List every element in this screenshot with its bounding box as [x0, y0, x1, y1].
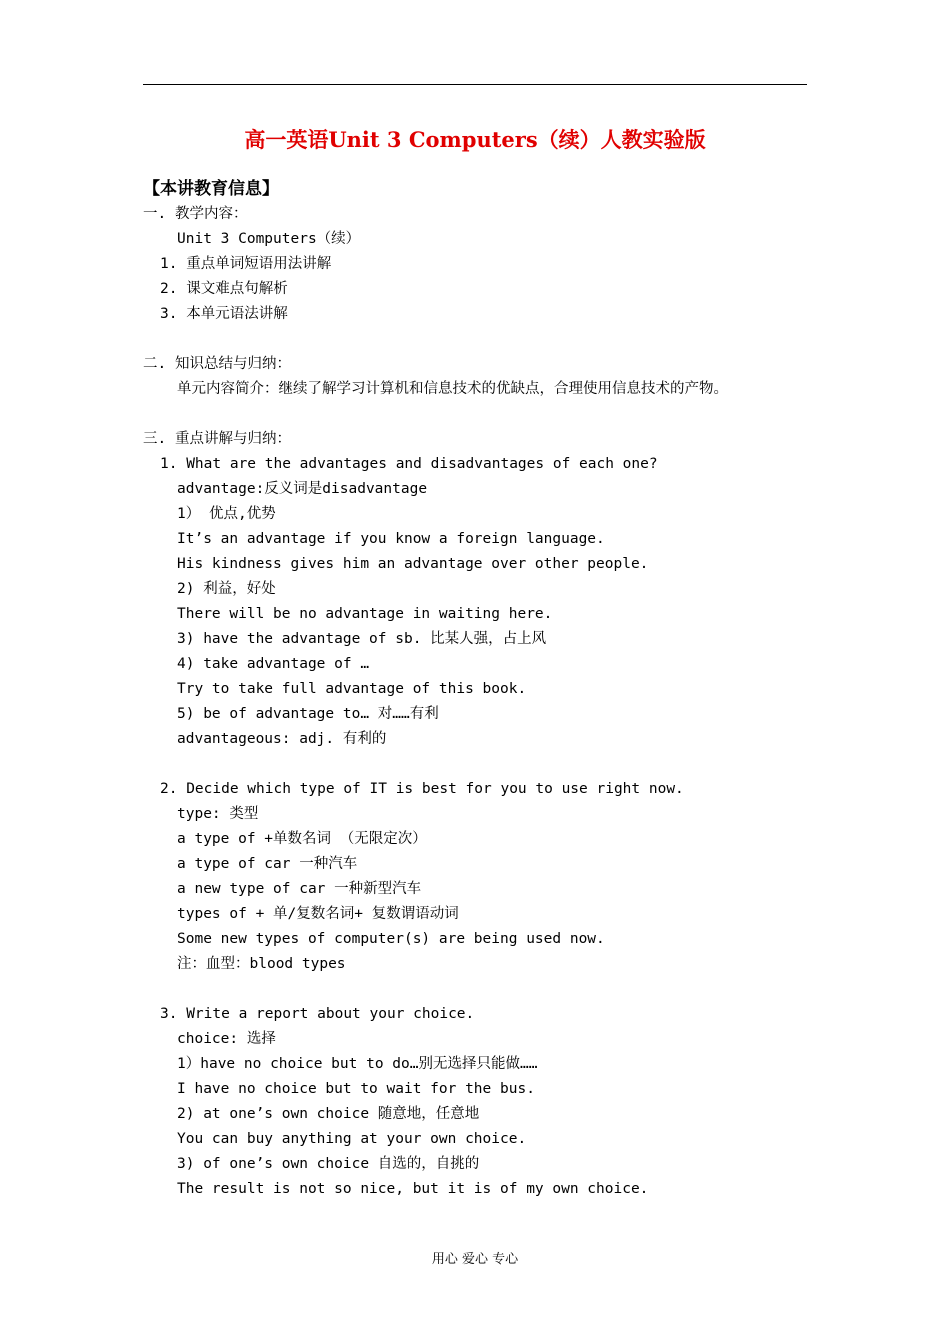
text-line: 1）have no choice but to do…别无选择只能做……	[177, 1056, 538, 1072]
blank-line	[143, 752, 843, 777]
text-line: Unit 3 Computers（续）	[177, 231, 361, 247]
text-line: choice: 选择	[177, 1031, 276, 1047]
text-line: a type of car 一种汽车	[177, 856, 358, 872]
text-line: 1） 优点,优势	[177, 506, 276, 522]
text-line: You can buy anything at your own choice.	[177, 1131, 527, 1147]
text-line: 单元内容简介：继续了解学习计算机和信息技术的优缺点，合理使用信息技术的产物。	[177, 381, 728, 397]
text-line: I have no choice but to wait for the bus.	[177, 1081, 535, 1097]
blank-line	[143, 977, 843, 1002]
text-line: 三. 重点讲解与归纳：	[143, 431, 291, 447]
text-line: 1. What are the advantages and disadvantages of each one?	[160, 456, 658, 472]
text-line: a type of +单数名词 （无限定次）	[177, 831, 427, 847]
text-line: Some new types of computer(s) are being used now.	[177, 931, 605, 947]
text-line: 3) of one’s own choice 自选的，自挑的	[177, 1156, 480, 1172]
document-title: 高一英语Unit 3 Computers（续）人教实验版	[244, 127, 706, 152]
text-line: Try to take full advantage of this book.	[177, 681, 527, 697]
text-line: types of + 单/复数名词+ 复数谓语动词	[177, 906, 459, 922]
text-line: 5) be of advantage to… 对……有利	[177, 706, 439, 722]
text-line: 3) have the advantage of sb. 比某人强，占上风	[177, 631, 547, 647]
section-header: 【本讲教育信息】	[143, 179, 279, 199]
text-line: advantageous: adj. 有利的	[177, 731, 387, 747]
text-line: 2. Decide which type of IT is best for you to use right now.	[160, 781, 684, 797]
text-line: 二. 知识总结与归纳：	[143, 356, 291, 372]
text-line: 注：血型：blood types	[177, 956, 346, 972]
text-line: It’s an advantage if you know a foreign language.	[177, 531, 605, 547]
text-line: 2. 课文难点句解析	[160, 281, 288, 297]
text-line: There will be no advantage in waiting here.	[177, 606, 553, 622]
text-line: 3. 本单元语法讲解	[160, 306, 288, 322]
text-line: a new type of car 一种新型汽车	[177, 881, 422, 897]
blank-line	[143, 402, 843, 427]
text-line: 2) at one’s own choice 随意地，任意地	[177, 1106, 480, 1122]
text-lines	[143, 202, 843, 1202]
document-body	[143, 177, 843, 1202]
text-line: type: 类型	[177, 806, 259, 822]
text-line: 一. 教学内容：	[143, 206, 248, 222]
page-footer: 用心 爱心 专心	[431, 1252, 519, 1267]
text-line: His kindness gives him an advantage over other people.	[177, 556, 649, 572]
text-line: 4) take advantage of …	[177, 656, 370, 672]
text-line: 2) 利益，好处	[177, 581, 276, 597]
text-line: 3. Write a report about your choice.	[160, 1006, 475, 1022]
blank-line	[143, 327, 843, 352]
text-line: 1. 重点单词短语用法讲解	[160, 256, 332, 272]
text-line: The result is not so nice, but it is of my own choice.	[177, 1181, 649, 1197]
text-line: advantage:反义词是disadvantage	[177, 481, 428, 497]
header-rule	[143, 84, 807, 85]
